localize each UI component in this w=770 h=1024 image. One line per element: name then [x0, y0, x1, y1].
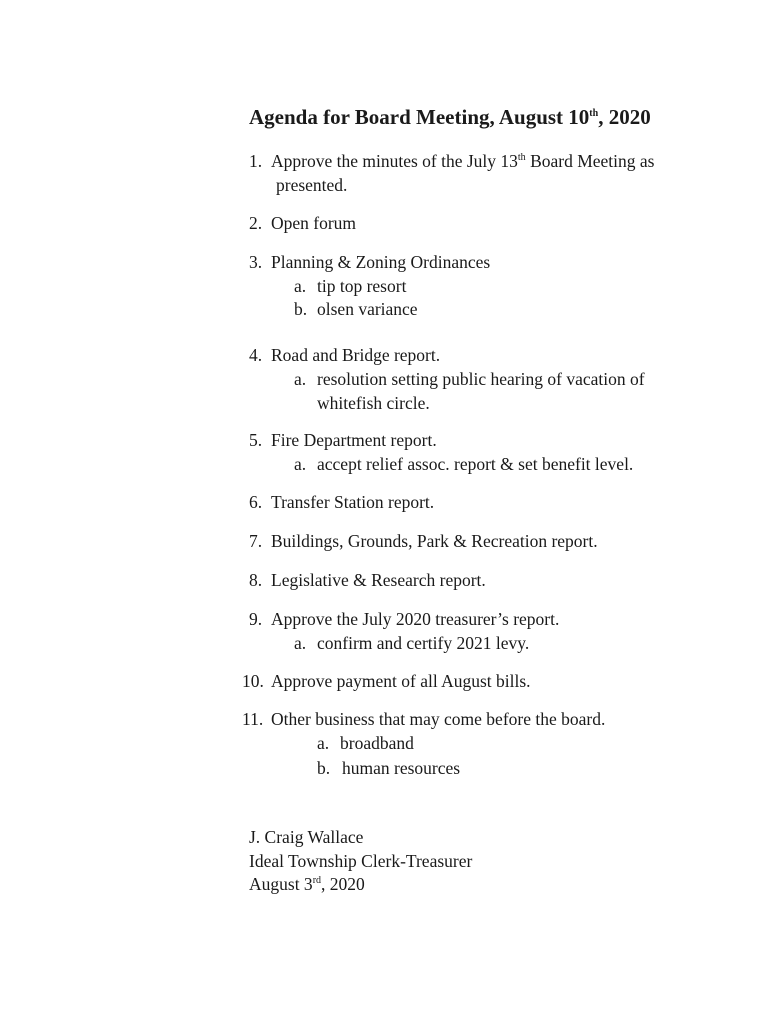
list-item-text: Planning & Zoning Ordinances — [271, 252, 491, 272]
list-item-text: Approve the July 2020 treasurer’s report. — [271, 609, 560, 629]
sub-item-text: confirm and certify 2021 levy. — [317, 633, 530, 653]
sub-item-letter: a. — [294, 369, 307, 389]
list-item-text: Buildings, Grounds, Park & Recreation report. — [271, 531, 598, 551]
list-item-number: 5. — [249, 430, 263, 450]
sub-item-text: olsen variance — [317, 299, 418, 319]
list-item-text: Legislative & Research report. — [271, 570, 486, 590]
list-item-number: 6. — [249, 492, 263, 512]
list-item-text: Other business that may come before the board. — [271, 709, 606, 729]
sub-item-text: human resources — [342, 758, 461, 778]
signature-name: J. Craig Wallace — [249, 827, 364, 847]
list-item-text: Approve payment of all August bills. — [271, 671, 531, 691]
sub-item-letter: b. — [294, 299, 308, 319]
list-item-number: 3. — [249, 252, 263, 272]
list-item-number: 7. — [249, 531, 263, 551]
sub-item-text: resolution setting public hearing of vacation of — [317, 369, 645, 389]
sub-item-letter: a. — [294, 454, 307, 474]
agenda-title: Agenda for Board Meeting, August 10th, 2020 — [249, 105, 651, 129]
signature-date: August 3rd, 2020 — [249, 874, 365, 894]
list-item-text: Transfer Station report. — [271, 492, 435, 512]
list-item-number: 9. — [249, 609, 263, 629]
signature-role: Ideal Township Clerk-Treasurer — [249, 851, 473, 871]
sub-item-letter: a. — [294, 633, 307, 653]
list-item-number: 8. — [249, 570, 263, 590]
sub-item-text: accept relief assoc. report & set benefit level. — [317, 454, 634, 474]
list-item-text: Open forum — [271, 213, 357, 233]
sub-item-text: broadband — [340, 733, 414, 753]
list-item-continuation: presented. — [276, 175, 348, 195]
list-item-number: 10. — [242, 671, 264, 691]
list-item-number: 2. — [249, 213, 263, 233]
sub-item-letter: a. — [294, 276, 307, 296]
list-item-text: Fire Department report. — [271, 430, 437, 450]
list-item-number: 11. — [242, 709, 264, 729]
sub-item-continuation: whitefish circle. — [317, 393, 430, 413]
list-item-text: Road and Bridge report. — [271, 345, 441, 365]
sub-item-letter: a. — [317, 733, 330, 753]
sub-item-letter: b. — [317, 758, 331, 778]
list-item: 1. — [249, 151, 263, 171]
list-item-number: 4. — [249, 345, 263, 365]
sub-item-text: tip top resort — [317, 276, 407, 296]
list-item-text: Approve the minutes of the July 13th Board Meeting as — [271, 151, 655, 171]
